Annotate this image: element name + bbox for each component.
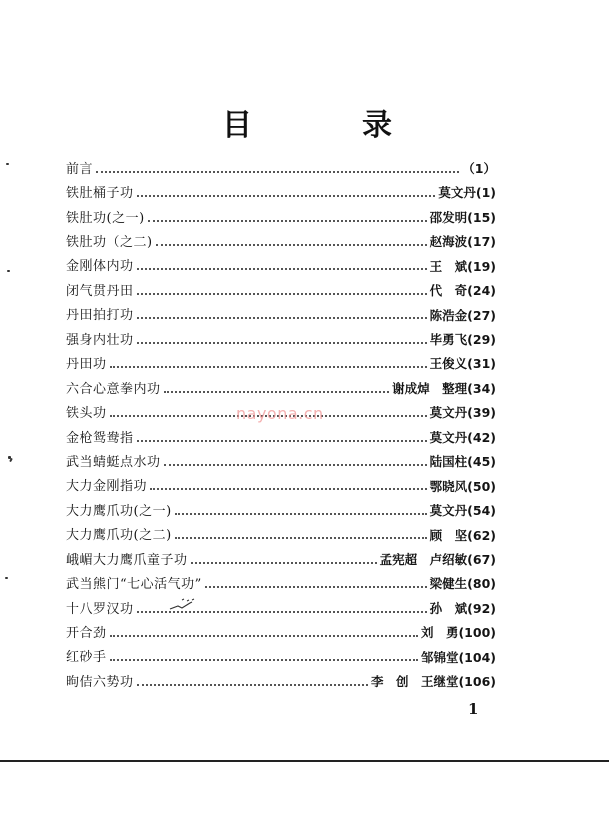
toc-dot-leader [175,536,427,539]
toc-entry [66,524,496,548]
toc-entry [66,621,496,645]
toc-dot-leader [156,243,427,246]
scan-speck [5,577,8,579]
toc-entry [66,328,496,352]
toc-entry [66,206,496,230]
page-number: 1 [468,700,479,718]
toc-dot-leader [137,292,427,295]
toc-entry-author: 陆国柱 [429,454,468,470]
toc-entry [66,670,496,694]
watermark: nayona.cn [236,404,324,423]
toc-entry [66,548,496,572]
toc-dot-leader [150,487,427,490]
toc-entry-title: 武当蜻蜓点水功 [66,454,161,470]
toc-entry-author: 莫文丹 [438,185,476,201]
toc-dot-leader [137,683,368,686]
toc-entry-title: 红砂手 [66,650,107,666]
toc-entry [66,426,496,450]
toc-entry-title: 峨嵋大力鹰爪童子功 [66,552,188,568]
toc-dot-leader [191,561,377,564]
toc-entry [66,499,496,523]
toc-entry-author: 顾 坚 [429,527,468,543]
toc-entry-title: 十八罗汉功 [66,601,134,617]
toc-entry-author: 代 奇 [429,283,468,299]
toc-entry-page: (42) [467,429,496,445]
toc-entry-author: 邵发明 [429,209,468,225]
toc-entry-page: (106) [458,674,496,690]
toc-entry-title: 铁肚功(之一) [66,210,145,226]
toc-entry-author: 梁健生 [429,576,468,592]
scan-speck [7,270,10,272]
bottom-rule [0,760,609,762]
toc-entry-author: 孟宪超 卢绍敏 [379,551,468,567]
toc-entry-title: 闭气贯丹田 [66,283,134,299]
toc-entry-author: 赵海波 [429,234,468,250]
scan-speck [6,163,9,165]
toc-entry-author: 莫文丹 [429,405,468,421]
toc-entry-title: 前言 [66,161,94,177]
toc-entry-title: 武当熊门“七心活气功” [66,577,202,593]
toc-entry-title: 金枪鸳鸯指 [66,430,134,446]
toc-dot-leader [96,170,459,173]
toc-entry-page: (45) [467,454,496,470]
toc-entry [66,157,496,181]
ink-scribble [168,598,200,612]
toc-dot-leader [175,512,427,515]
page-title [222,100,392,144]
toc-entry-author: 陈浩金 [429,307,468,323]
table-of-contents [66,157,496,695]
toc-entry-page: (27) [467,307,496,323]
toc-dot-leader [137,267,427,270]
toc-entry-page: （1） [462,160,496,176]
toc-dot-leader [137,194,436,197]
toc-entry-page: (19) [467,258,496,274]
toc-entry-title: 金刚体内功 [66,259,134,275]
toc-entry-page: (92) [467,600,496,616]
toc-entry-title: 六合心意拳内功 [66,381,161,397]
toc-dot-leader [164,463,427,466]
toc-entry [66,597,496,621]
toc-entry-page: (62) [467,527,496,543]
toc-entry [66,475,496,499]
page-title-char-1: 目 [222,108,252,143]
toc-entry-page: (15) [467,209,496,225]
toc-entry-author: 邹锦堂 [420,649,459,665]
toc-dot-leader [137,341,427,344]
toc-entry-author: 毕勇飞 [429,332,468,348]
toc-entry-title: 铁肚功（之二) [66,235,153,251]
toc-entry-page: (67) [467,551,496,567]
toc-entry-author: 莫文丹 [429,503,468,519]
toc-entry-title: 强身内壮功 [66,332,134,348]
toc-entry-title: 大力鹰爪功(之二) [66,528,172,544]
toc-entry-page: (24) [467,283,496,299]
toc-entry-page: (100) [458,625,496,641]
toc-entry-page: (54) [467,503,496,519]
toc-entry-page: (31) [467,356,496,372]
toc-entry-author: 李 创 王继堂 [370,674,459,690]
toc-entry-page: (29) [467,332,496,348]
toc-dot-leader [110,658,418,661]
toc-entry-title: 丹田功 [66,357,107,373]
toc-dot-leader [137,316,427,319]
toc-dot-leader [164,390,390,393]
toc-entry [66,279,496,303]
toc-entry-page: (34) [467,380,496,396]
toc-dot-leader [137,439,427,442]
toc-entry-title: 铁头功 [66,406,107,422]
toc-entry [66,255,496,279]
toc-dot-leader [110,365,427,368]
toc-dot-leader [110,634,418,637]
toc-entry [66,377,496,401]
toc-entry-page: (39) [467,405,496,421]
toc-entry [66,304,496,328]
toc-entry-page: (104) [458,649,496,665]
toc-entry [66,353,496,377]
toc-entry-title: 大力金刚指功 [66,479,148,495]
toc-entry-author: 莫文丹 [429,429,468,445]
toc-entry-title: 开合劲 [66,626,107,642]
toc-entry-author: 王俊义 [429,356,468,372]
toc-entry-author: 孙 斌 [429,600,468,616]
toc-entry-page: (1) [475,185,496,201]
toc-entry [66,450,496,474]
toc-entry [66,646,496,670]
toc-dot-leader [148,219,427,222]
toc-entry [66,572,496,596]
toc-entry-page: (50) [467,478,496,494]
toc-entry-page: (80) [467,576,496,592]
toc-entry-title: 大力鹰爪功(之一) [66,503,172,519]
toc-entry [66,230,496,254]
page-title-char-2: 录 [362,108,392,143]
toc-entry-author: 王 斌 [429,258,468,274]
toc-entry-title: 昫佶六势功 [66,674,134,690]
toc-entry [66,181,496,205]
toc-entry-author: 刘 勇 [420,625,459,641]
toc-dot-leader [205,585,427,588]
toc-entry-title: 铁肚桶子功 [66,186,134,202]
toc-entry-author: 谢成焯 整理 [392,380,468,396]
scan-speck [9,458,13,462]
toc-entry-title: 丹田拍打功 [66,308,134,324]
toc-entry-author: 鄂晓风 [429,478,468,494]
toc-entry-page: (17) [467,234,496,250]
